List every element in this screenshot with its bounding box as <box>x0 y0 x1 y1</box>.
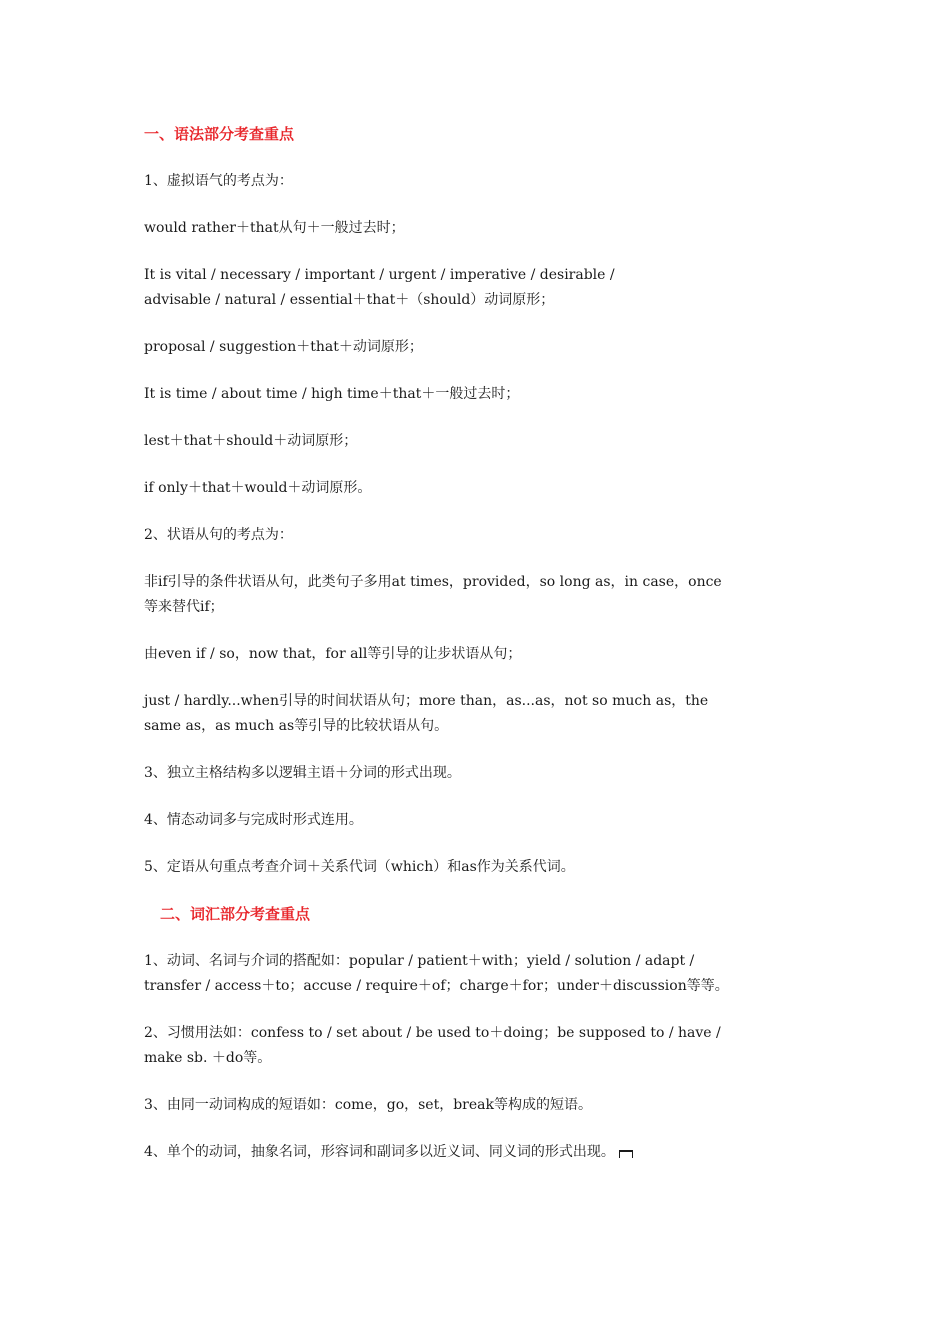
paragraph-line: just / hardly...when引导的时间状语从句；more than，as...as，not so much as，the <box>144 693 709 709</box>
paragraph-text: 4、单个的动词，抽象名词，形容词和副词多以近义词、同义词的形式出现。 <box>144 1144 615 1160</box>
paragraph: 由even if / so，now that，for all等引导的让步状语从句； <box>144 646 522 662</box>
paragraph-line: advisable / natural / essential＋that＋（should）动词原形； <box>144 292 555 308</box>
section-heading-grammar: 一、语法部分考查重点 <box>144 125 295 143</box>
paragraph-line: 等来替代if； <box>144 599 224 615</box>
paragraph-line: transfer / access＋to；accuse / require＋of；charge＋for；under＋discussion等等。 <box>144 978 729 994</box>
paragraph-end-mark-icon <box>619 1150 633 1158</box>
paragraph <box>144 1140 814 1165</box>
section-heading-vocabulary: 二、词汇部分考查重点 <box>160 905 311 923</box>
paragraph: lest＋that＋should＋动词原形； <box>144 433 358 449</box>
paragraph: 4、情态动词多与完成时形式连用。 <box>144 812 363 828</box>
paragraph-line: same as，as much as等引导的比较状语从句。 <box>144 718 449 734</box>
paragraph: 2、状语从句的考点为： <box>144 527 293 543</box>
paragraph-line: 非if引导的条件状语从句，此类句子多用at times，provided，so long as，in case，once <box>144 574 722 590</box>
paragraph: 5、定语从句重点考查介词＋关系代词（which）和as作为关系代词。 <box>144 859 575 875</box>
paragraph: would rather＋that从句＋一般过去时； <box>144 220 405 236</box>
paragraph-line: It is vital / necessary / important / urgent / imperative / desirable / <box>144 267 615 283</box>
paragraph <box>144 949 814 999</box>
paragraph-line: make sb. ＋do等。 <box>144 1050 272 1066</box>
paragraph: proposal / suggestion＋that＋动词原形； <box>144 339 423 355</box>
paragraph: 3、由同一动词构成的短语如：come，go，set，break等构成的短语。 <box>144 1097 592 1113</box>
paragraph: 1、虚拟语气的考点为： <box>144 173 293 189</box>
paragraph <box>144 1021 814 1071</box>
paragraph: 3、独立主格结构多以逻辑主语＋分词的形式出现。 <box>144 765 461 781</box>
paragraph <box>144 570 814 620</box>
paragraph-line: 2、习惯用法如：confess to / set about / be used to＋doing；be supposed to / have / <box>144 1025 721 1041</box>
paragraph-line: 1、动词、名词与介词的搭配如：popular / patient＋with；yield / solution / adapt / <box>144 953 695 969</box>
paragraph <box>144 263 814 313</box>
document-body <box>144 122 814 1187</box>
paragraph: if only＋that＋would＋动词原形。 <box>144 480 372 496</box>
paragraph <box>144 689 814 739</box>
paragraph: It is time / about time / high time＋that＋一般过去时； <box>144 386 520 402</box>
